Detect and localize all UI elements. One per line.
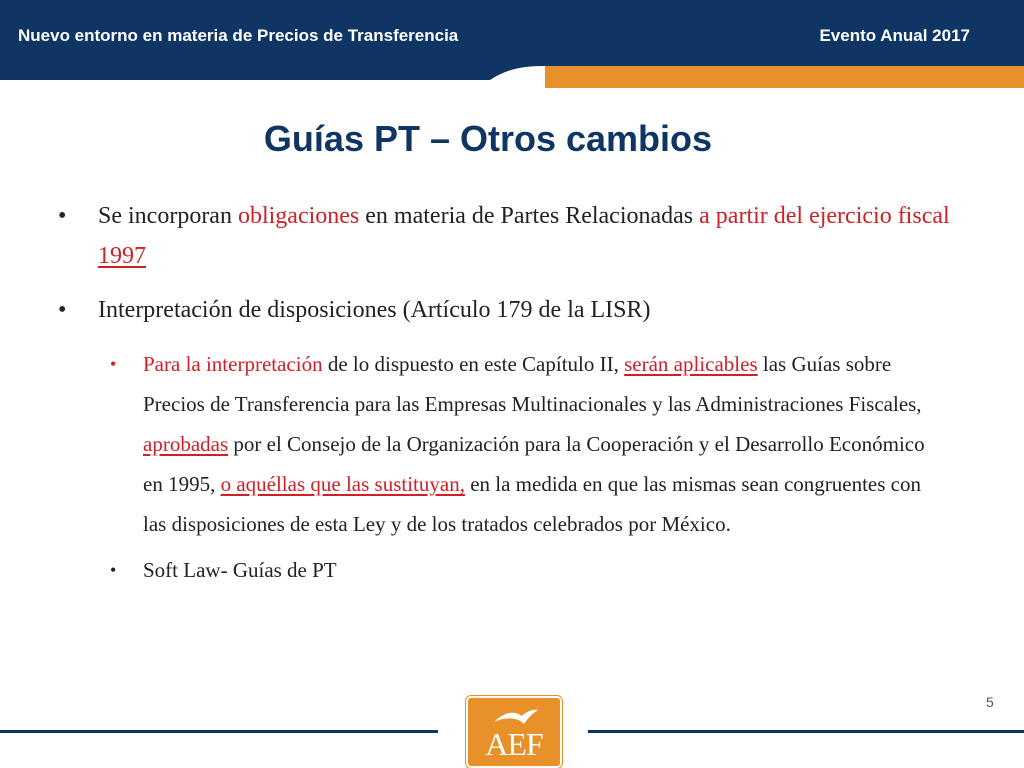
bird-icon xyxy=(490,706,540,728)
presentation-title: Nuevo entorno en materia de Precios de Transferencia xyxy=(18,26,459,45)
sub-bullet-text: en la medida en que las mismas sean congruentes con las disposiciones de esta Ley y de los tratados celebrados por México. xyxy=(143,472,921,536)
sub-bullet-text: de lo dispuesto en este Capítulo II, xyxy=(322,352,625,376)
bullet-marker: • xyxy=(58,297,67,323)
aef-logo xyxy=(466,696,562,768)
highlight-text: Para la interpretación xyxy=(143,352,323,376)
bullet-interpretacion xyxy=(58,290,958,330)
sub-bullet-text: Soft Law- Guías de PT xyxy=(143,558,337,582)
bullet-marker: • xyxy=(58,203,67,229)
bullet-obligaciones xyxy=(58,196,958,276)
footer-divider-left xyxy=(0,730,438,733)
page-number: 5 xyxy=(986,694,994,710)
highlight-underlined-text: aprobadas xyxy=(143,432,229,456)
highlight-text: a partir del ejercicio fiscal xyxy=(699,203,950,229)
highlight-underlined-text: o aquéllas que las sustituyan, xyxy=(220,472,465,496)
bullet-text: Interpretación de disposiciones (Artículo 179 de la LISR) xyxy=(98,297,651,323)
sub-bullet-text: las Guías sobre Precios de Transferencia para las Empresas Multinacionales y las Administraciones Fiscales, xyxy=(143,352,922,416)
footer-divider-right xyxy=(588,730,1024,733)
highlight-underlined-text: 1997 xyxy=(98,243,146,269)
sub-bullet-text: por el Consejo de la Organización para la Cooperación y el Desarrollo Económico en 1995, xyxy=(143,432,925,496)
slide-title: Guías PT – Otros cambios xyxy=(263,118,713,159)
header-accent-wave xyxy=(0,58,1024,88)
sub-bullet-interpretacion xyxy=(110,344,933,544)
sub-bullet-soft-law xyxy=(110,550,933,590)
highlight-text: obligaciones xyxy=(237,203,360,229)
sub-bullet-marker: • xyxy=(110,560,117,580)
sub-bullet-marker: • xyxy=(110,354,117,374)
bullet-text: Se incorporan xyxy=(98,203,238,229)
event-label: Evento Anual 2017 xyxy=(819,26,970,45)
logo-text: AEF xyxy=(485,726,543,762)
slide-content xyxy=(58,196,958,590)
highlight-underlined-text: serán aplicables xyxy=(624,352,758,376)
bullet-text: en materia de Partes Relacionadas xyxy=(359,203,700,229)
